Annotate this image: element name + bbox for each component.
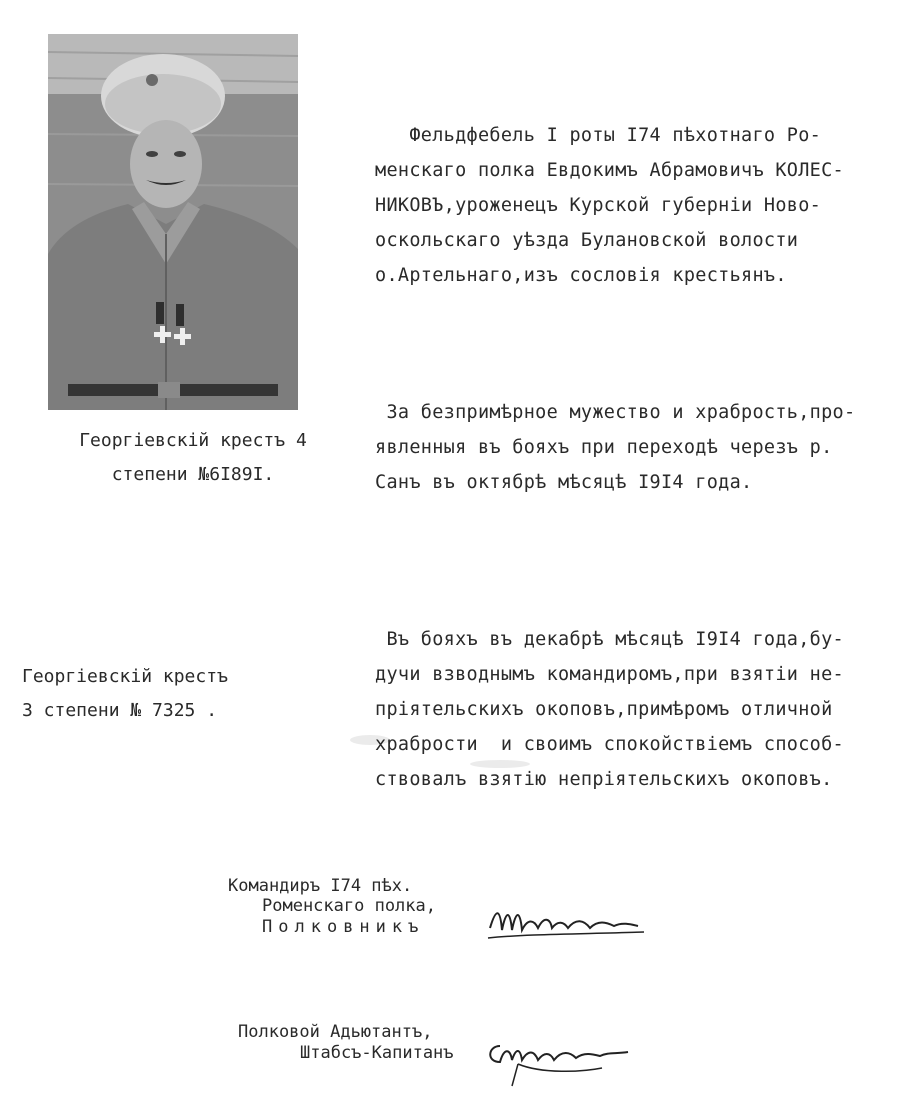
paper-smudge: [470, 760, 530, 768]
award1-caption-line: Георгіевскій крестъ 4: [79, 430, 307, 451]
biography-line: НИКОВЪ,уроженецъ Курской губерніи Ново-: [375, 195, 822, 216]
award2-caption: [22, 660, 228, 728]
award2-citation-line: дучи взводнымъ командиромъ,при взятіи не-: [375, 664, 844, 685]
paper-smudge: [350, 735, 390, 745]
award2-citation-line: Въ бояхъ въ декабрѣ мѣсяцѣ I9I4 года,бу-: [375, 629, 844, 650]
adjutant-rank: Штабсъ-Капитанъ: [300, 1043, 454, 1063]
award1-citation-line: Санъ въ октябрѣ мѣсяцѣ I9I4 года.: [375, 472, 753, 493]
biography-paragraph: [375, 118, 844, 293]
biography-line: Фельдфебель I роты I74 пѣхотнаго Ро-: [375, 125, 822, 146]
biography-line: менскаго полка Евдокимъ Абрамовичъ КОЛЕС-: [375, 160, 844, 181]
award1-caption: [28, 424, 358, 492]
award2-citation-line: ствовалъ взятію непріятельскихъ окоповъ.: [375, 769, 833, 790]
adjutant-title: Полковой Адьютантъ,: [238, 1022, 433, 1042]
portrait-photo: [48, 34, 298, 410]
award2-citation-line: храбрости и своимъ спокойствіемъ способ-: [375, 734, 844, 755]
award2-caption-line: 3 степени № 7325 .: [22, 700, 218, 721]
commander-signature: [486, 898, 646, 946]
award1-citation: [375, 395, 855, 500]
award2-caption-line: Георгіевскій крестъ: [22, 666, 228, 687]
award1-citation-line: явленныя въ бояхъ при переходѣ черезъ р.: [375, 437, 833, 458]
award1-citation-line: За безпримѣрное мужество и храбрость,про-: [375, 402, 856, 423]
award2-citation-line: пріятельскихъ окоповъ,примѣромъ отличной: [375, 699, 833, 720]
biography-line: о.Артельнаго,изъ сословія крестьянъ.: [375, 265, 787, 286]
commander-title: Командиръ I74 пѣх.: [228, 876, 413, 896]
commander-regiment: Роменскаго полка,: [262, 896, 436, 916]
commander-rank: Полковникъ: [262, 917, 425, 937]
award2-citation: [375, 622, 844, 797]
adjutant-signature: [482, 1028, 632, 1088]
biography-line: оскольскаго уѣзда Булановской волости: [375, 230, 799, 251]
award1-caption-line: степени №6I89I.: [111, 464, 275, 485]
